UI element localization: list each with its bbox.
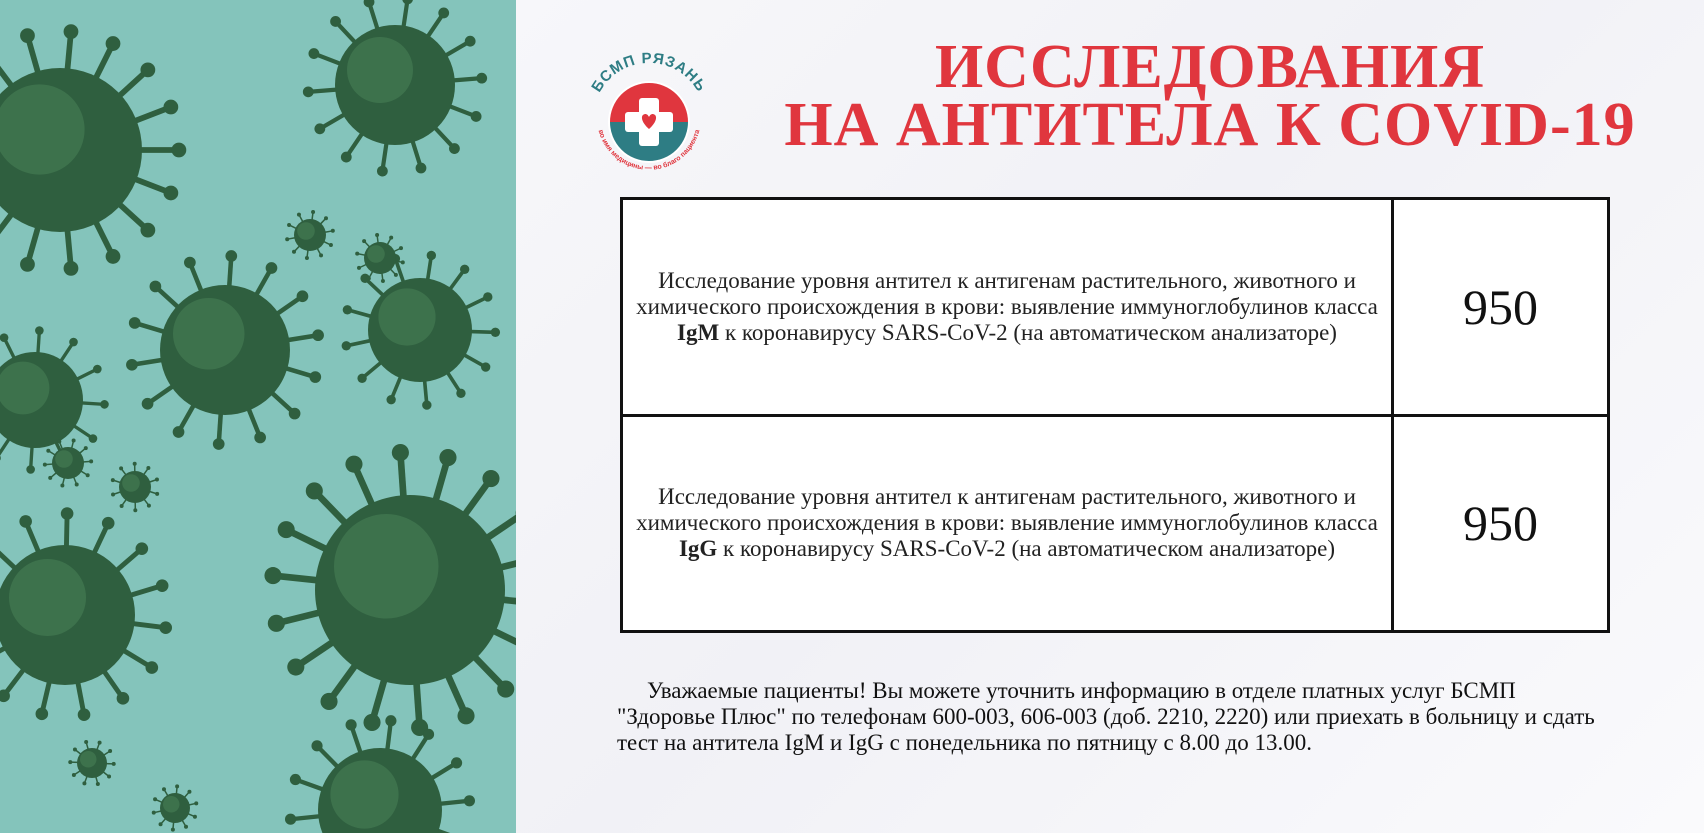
- antibody-class: IgG: [678, 536, 718, 562]
- bsmp-logo-icon: [578, 48, 720, 190]
- svg-text:во имя медицины — во благо пац: во имя медицины — во благо пациента: [596, 128, 702, 172]
- virus-particle-icon: [285, 715, 475, 833]
- table-row: [622, 199, 1609, 416]
- virus-particle-icon: [0, 326, 109, 474]
- virus-particle-icon: [126, 250, 324, 450]
- virus-particle-icon: [342, 251, 500, 410]
- virus-particle-icon: [303, 0, 487, 176]
- virus-particle-icon: [43, 438, 93, 487]
- virus-particle-icon: [264, 444, 516, 736]
- virus-particle-icon: [0, 507, 172, 721]
- page-title: [740, 33, 1680, 159]
- price-table: [620, 197, 1610, 633]
- table-row: [622, 415, 1609, 632]
- virus-illustration-panel: [0, 0, 516, 833]
- service-price: 950: [1393, 199, 1609, 416]
- service-description: Исследование уровня антител к антигенам растительного, животного и химического происхождения в крови: выявление иммуноглобулинов класса IgG к коронавирусу SARS-CoV-2 (на автоматическом анализаторе): [622, 415, 1393, 632]
- virus-particle-icon: [111, 462, 159, 512]
- service-price: 950: [1393, 415, 1609, 632]
- title-line-1: ИССЛЕДОВАНИЯ: [934, 33, 1486, 101]
- hospital-logo: [578, 48, 720, 190]
- coronavirus-illustration: [0, 0, 516, 833]
- virus-particle-icon: [285, 210, 335, 260]
- virus-particle-icon: [68, 740, 115, 786]
- svg-text:БСМП РЯЗАНЬ: БСМП РЯЗАНЬ: [588, 49, 710, 96]
- antibody-class: IgM: [677, 319, 720, 345]
- title-line-2: НА АНТИТЕЛА К COVID-19: [784, 91, 1636, 159]
- virus-particle-icon: [0, 24, 186, 276]
- virus-particle-icon: [152, 784, 198, 831]
- patient-notice: Уважаемые пациенты! Вы можете уточнить информацию в отделе платных услуг БСМП "Здоровье Плюс" по телефонам 600-003, 606-003 (доб. 2210, 2220) или приехать в больницу и сдать тест на антитела IgM и IgG с понедельника по пятницу с 8.00 до 13.00.: [617, 678, 1595, 755]
- service-description: Исследование уровня антител к антигенам растительного, животного и химического происхождения в крови: выявление иммуноглобулинов класса IgM к коронавирусу SARS-CoV-2 (на автоматическом анализаторе): [622, 199, 1393, 416]
